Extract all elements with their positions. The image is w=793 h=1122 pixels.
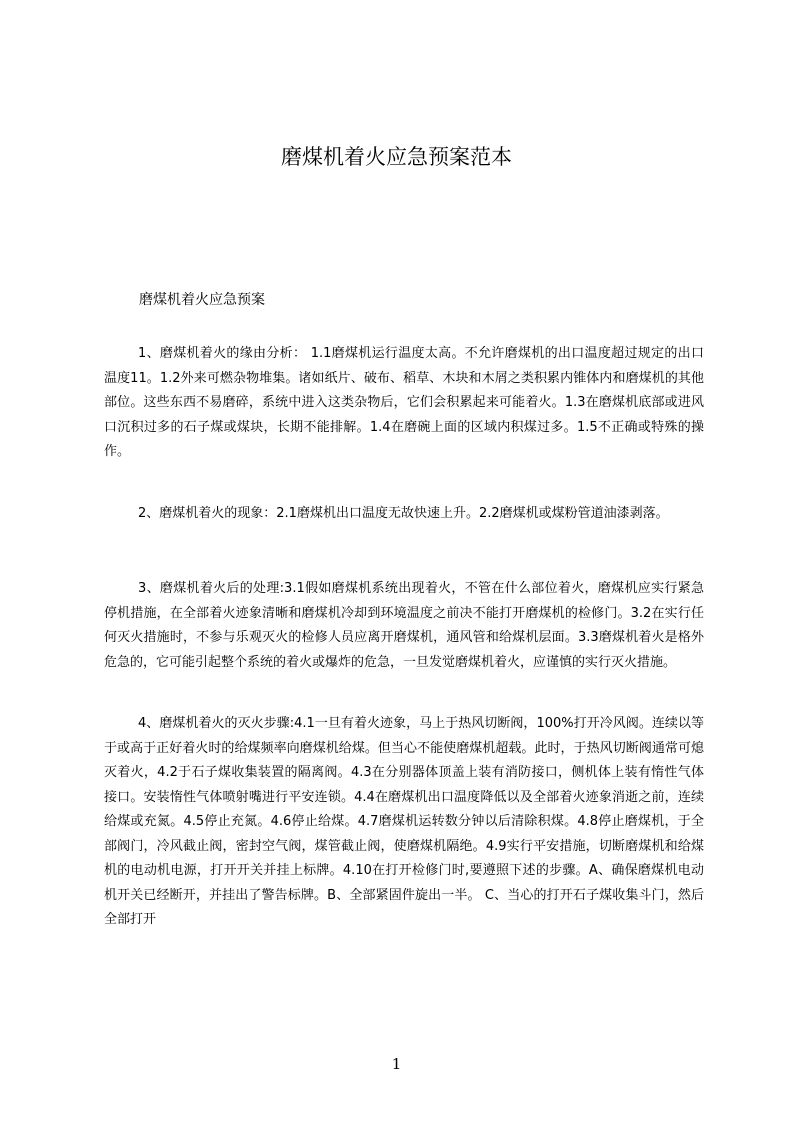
paragraph-extinguishing-steps: 4、磨煤机着火的灭火步骤:4.1一旦有着火迹象，马上于热风切断阀，100%打开冷风阀。连续以等于或高于正好着火时的给煤频率向磨煤机给煤。但当心不能使磨煤机超载。此时，于热风切断阀通常可熄灭着火，4.2于石子煤收集装置的隔离阀。4.3在分别器体顶盖上装有消防接口，侧机体上装有惰性气体接口。安装惰性气体喷射嘴进行平安连锁。4.4在磨煤机出口温度降低以及全部着火迹象消逝之前，连续给煤或充氮。4.5停止充氮。4.6停止给煤。4.7磨煤机运转数分钟以后清除积煤。4.8停止磨煤机，于全部阀门，冷风截止阀，密封空气阀，煤管截止阀，使磨煤机隔绝。4.9实行平安措施，切断磨煤机和给煤机的电动机电源，打开开关并挂上标牌。4.10在打开检修门时,要遵照下述的步骤。A、确保磨煤机电动机开关已经断开，并挂出了警告标牌。B、全部紧固件旋出一半。 C、当心的打开石子煤收集斗门，然后全部打开 [104,716,704,927]
section-heading: 磨煤机着火应急预案 [139,292,265,308]
page-number: 1 [391,1055,402,1073]
page-title: 磨煤机着火应急预案范本 [281,145,512,169]
paragraph-cause-analysis: 1、磨煤机着火的缘由分析： 1.1磨煤机运行温度太高。不允许磨煤机的出口温度超过规定的出口温度11。1.2外来可燃杂物堆集。诸如纸片、破布、稻草、木块和木屑之类积累内锥体内和磨煤机的其他部位。这些东西不易磨碎，系统中进入这类杂物后，它们会积累起来可能着火。1.3在磨煤机底部或进风口沉积过多的石子煤或煤块，长期不能排解。1.4在磨碗上面的区域内积煤过多。1.5不正确或特殊的操作。 [104,346,704,459]
paragraph-symptoms: 2、磨煤机着火的现象：2.1磨煤机出口温度无故快速上升。2.2磨煤机或煤粉管道油漆剥落。 [138,506,669,521]
paragraph-handling: 3、磨煤机着火后的处理:3.1假如磨煤机系统出现着火，不管在什么部位着火，磨煤机应实行紧急停机措施，在全部着火迹象清晰和磨煤机冷却到环境温度之前决不能打开磨煤机的检修门。3.2在实行任何灭火措施时，不参与乐观灭火的检修人员应离开磨煤机，通风管和给煤机层面。3.3磨煤机着火是格外危急的，它可能引起整个系统的着火或爆炸的危急，一旦发觉磨煤机着火，应谨慎的实行灭火措施。 [104,581,704,670]
